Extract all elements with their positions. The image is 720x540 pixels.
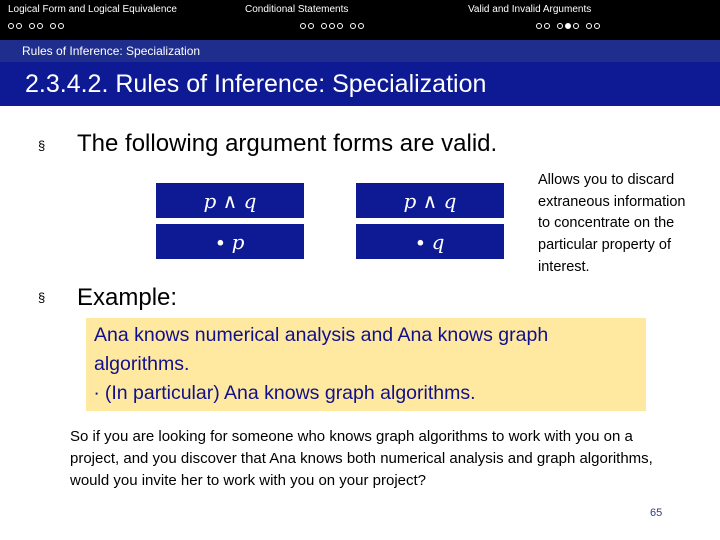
form-right-conclusion: ∙ q <box>356 224 504 259</box>
nav-slide-dot[interactable] <box>573 23 579 29</box>
breadcrumb-bar <box>0 40 720 62</box>
bullet-marker: § <box>38 138 46 153</box>
nav-slide-dot[interactable] <box>350 23 356 29</box>
nav-progress-dots[interactable] <box>536 16 602 24</box>
nav-slide-dot[interactable] <box>337 23 343 29</box>
bullet-text-example: Example: <box>77 284 178 311</box>
nav-slide-dot[interactable] <box>29 23 35 29</box>
nav-slide-dot[interactable] <box>557 23 563 29</box>
nav-slide-dot[interactable] <box>565 23 571 29</box>
example-box <box>86 318 646 411</box>
nav-slide-dot[interactable] <box>358 23 364 29</box>
example-line-premise: Ana knows numerical analysis and Ana knows graph algorithms. <box>94 324 549 375</box>
side-note: Allows you to discard extraneous information to concentrate on the particular property of interest. <box>538 172 686 275</box>
nav-slide-dot[interactable] <box>8 23 14 29</box>
nav-slide-dot[interactable] <box>300 23 306 29</box>
nav-slide-dot[interactable] <box>586 23 592 29</box>
nav-slide-dot[interactable] <box>58 23 64 29</box>
page-title: 2.3.4.2. Rules of Inference: Specialization <box>25 70 487 98</box>
nav-slide-dot[interactable] <box>50 23 56 29</box>
example-line-conclusion: ∙ (In particular) Ana knows graph algorithms. <box>94 382 476 404</box>
nav-slide-dot[interactable] <box>308 23 314 29</box>
nav-section-label[interactable]: Logical Form and Logical Equivalence <box>8 4 177 15</box>
nav-slide-dot[interactable] <box>594 23 600 29</box>
page-number: 65 <box>650 507 663 519</box>
nav-section-label[interactable]: Valid and Invalid Arguments <box>468 4 592 15</box>
nav-section-logical-form[interactable] <box>8 4 177 16</box>
nav-slide-dot[interactable] <box>321 23 327 29</box>
nav-slide-dot[interactable] <box>536 23 542 29</box>
title-bar <box>0 62 720 106</box>
breadcrumb: Rules of Inference: Specialization <box>22 44 201 58</box>
nav-slide-dot[interactable] <box>37 23 43 29</box>
nav-section-conditional-statements[interactable] <box>245 4 348 16</box>
nav-progress-dots[interactable] <box>8 16 66 24</box>
nav-slide-dot[interactable] <box>16 23 22 29</box>
nav-slide-dot[interactable] <box>329 23 335 29</box>
nav-progress-dots[interactable] <box>300 16 366 24</box>
nav-slide-dot[interactable] <box>544 23 550 29</box>
top-navigation-bar <box>0 0 720 40</box>
form-left-conclusion: ∙ p <box>156 224 304 259</box>
bullet-text-valid-forms: The following argument forms are valid. <box>77 130 498 157</box>
nav-section-label[interactable]: Conditional Statements <box>245 4 349 15</box>
form-right-premise: p ∧ q <box>356 183 504 218</box>
question-text: So if you are looking for someone who knows graph algorithms to work with you on a project, and you discover that Ana knows both numerical analysis and graph algorithms, would you invite her to work with you on your project? <box>70 428 653 489</box>
form-left-premise: p ∧ q <box>156 183 304 218</box>
nav-section-valid-invalid-arguments[interactable] <box>468 4 591 16</box>
bullet-marker: § <box>38 290 46 305</box>
